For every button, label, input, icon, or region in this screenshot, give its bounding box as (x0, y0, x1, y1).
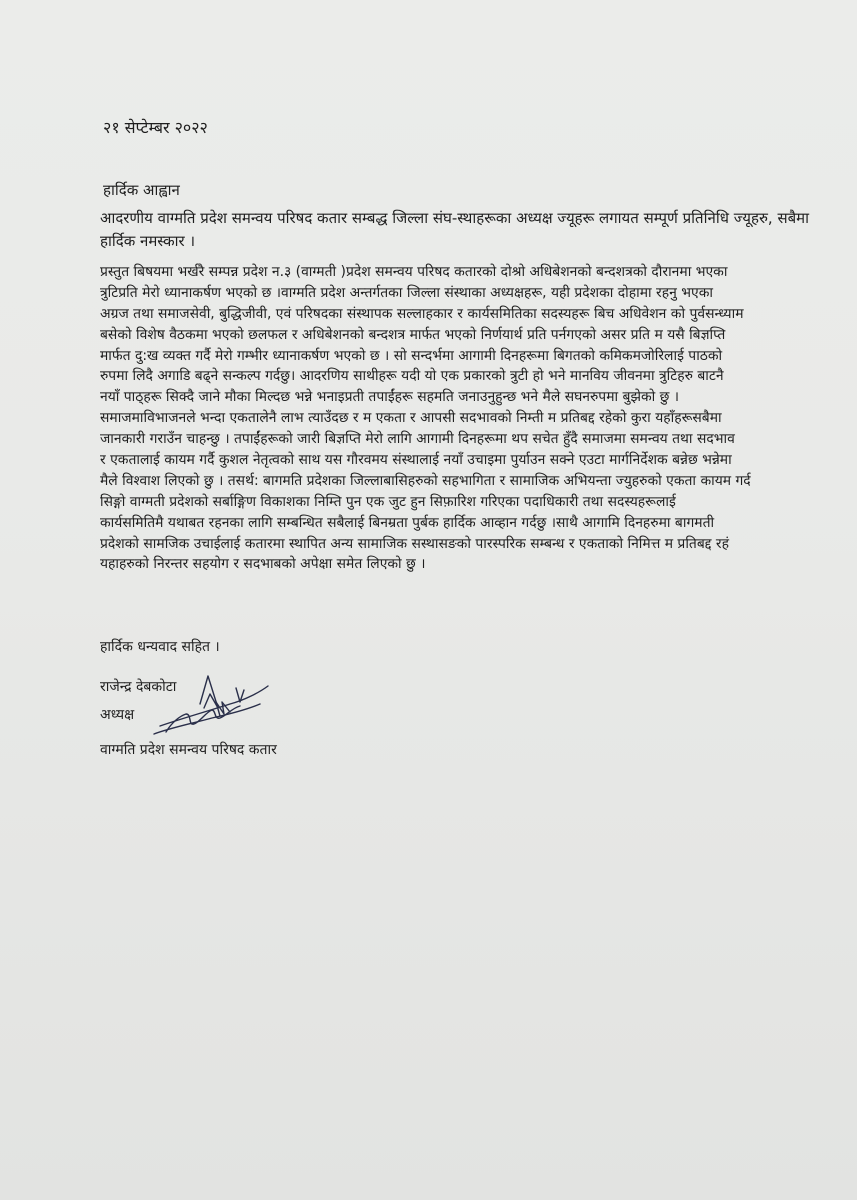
body-line: बसेको विशेष वैठकमा भएको छलफल र अधिबेशनको बन्दशत्र मार्फत भएको निर्णयार्थ प्रति पर्नगएको असर प्रति म यसै बिज्ञप्ति (100, 326, 726, 343)
letter-date: २१ सेप्टेम्बर २०२२ (103, 118, 208, 137)
organization-name: वाग्मति प्रदेश समन्वय परिषद कतार (100, 742, 277, 758)
body-line: प्रदेशको सामजिक उचाईलाई कतारमा स्थापित अन्य सामाजिक सस्थासङको पारस्परिक सम्बन्ध र एकताको निमित्त म प्रतिबद्द रहं (100, 535, 729, 552)
body-line: अग्रज तथा समाजसेवी, बुद्धिजीवी, एवं परिषदका संस्थापक सल्लाहकार र कार्यसमितिका सदस्यहरू बिच अधिवेशन को पुर्वसन्ध्याम (100, 305, 744, 322)
body-line: र एकतालाई कायम गर्दै कुशल नेतृत्वको साथ यस गौरवमय संस्थालाई नयाँ उचाइमा पुर्याउन सक्ने एउटा मार्गनिर्देशक बन्नेछ भन्नेमा (100, 452, 732, 469)
handwritten-signature (150, 664, 280, 744)
signatory-title: अध्यक्ष (100, 707, 135, 723)
body-line: सिङ्गो वाग्मती प्रदेशको सर्बाङ्गिण विकाशका निम्ति पुन एक जुट हुन सिफ़ारिश गरिएका पदाधिकारी तथा सदस्यहरूलाई (100, 493, 676, 510)
body-line: जानकारी गराउँन चाहन्छु । तपाईंहरूको जारी बिज्ञप्ति मेरो लागि आगामी दिनहरूमा थप सचेत हुँदै समाजमा समन्वय तथा सदभाव (100, 431, 735, 448)
body-line: मैले विश्वाश लिएको छु । तसर्थ: बागमति प्रदेशका जिल्लाबासिहरुको सहभागिता र सामाजिक अभियन्ता ज्युहरुको एकता कायम गर्द (100, 472, 751, 489)
body-line: मार्फत दु:ख व्यक्त गर्दै मेरो गम्भीर ध्यानाकर्षण भएको छ । सो सन्दर्भमा आगामी दिनहरूमा बिगतको कमिकमजोरिलाई पाठको (100, 347, 723, 364)
body-line: त्रुटिप्रति मेरो ध्यानाकर्षण भएको छ ।वाग्मति प्रदेश अन्तर्गतका जिल्ला संस्थाका अध्यक्षहरू, यही प्रदेशका दोहामा रहनु भएका (100, 284, 713, 301)
body-line: समाजमाविभाजनले भन्दा एकतालेनै लाभ त्याउँदछ र म एकता र आपसी सदभावको निम्ती म प्रतिबद्द रहेको कुरा यहाँहरूसबैमा (100, 410, 722, 427)
body-line: यहाहरुको निरन्तर सहयोग र सदभाबको अपेक्षा समेत लिएको छु । (100, 556, 426, 573)
letter-subject: हार्दिक आह्वान (103, 181, 180, 199)
letter-salutation: आदरणीय वाग्मति प्रदेश समन्वय परिषद कतार सम्बद्ध जिल्ला संघ-स्थाहरूका अध्यक्ष ज्यूहरू लगायत सम्पूर्ण प्रतिनिधि ज्यूहरु, सबैमा हार्दिक नमस्कार । (100, 209, 810, 250)
signatory-name: राजेन्द्र देबकोटा (100, 679, 177, 695)
body-line: रुपमा लिदै अगाडि बढ्ने सन्कल्प गर्दछु। आदरणिय साथीहरू यदी यो एक प्रकारको त्रुटी हो भने मानविय जीवनमा त्रुटिहरु बाटनै (100, 368, 724, 385)
letter-body (100, 262, 857, 575)
body-line: कार्यसमितिमै यथाबत रहनका लागि सम्बन्धित सबैलाई बिनम्रता पुर्बक हार्दिक आव्हान गर्दछु ।साथै आगामि दिनहरुमा बागमती (100, 514, 715, 531)
letter-closing: हार्दिक धन्यवाद सहित । (100, 639, 220, 655)
body-line: प्रस्तुत बिषयमा भर्खरै सम्पन्न प्रदेश न.३ (वाग्मती )प्रदेश समन्वय परिषद कतारको दोश्रो अधिबेशनको बन्दशत्रको दौरानमा भएका (100, 264, 728, 280)
body-line: नयाँ पाठ्हरू सिक्दै जाने मौका मिल्दछ भन्ने भनाइप्रती तपाईंहरू सहमति जनाउनुहुन्छ भने मैले सघनरुपमा बुझेको छु । (100, 389, 680, 406)
